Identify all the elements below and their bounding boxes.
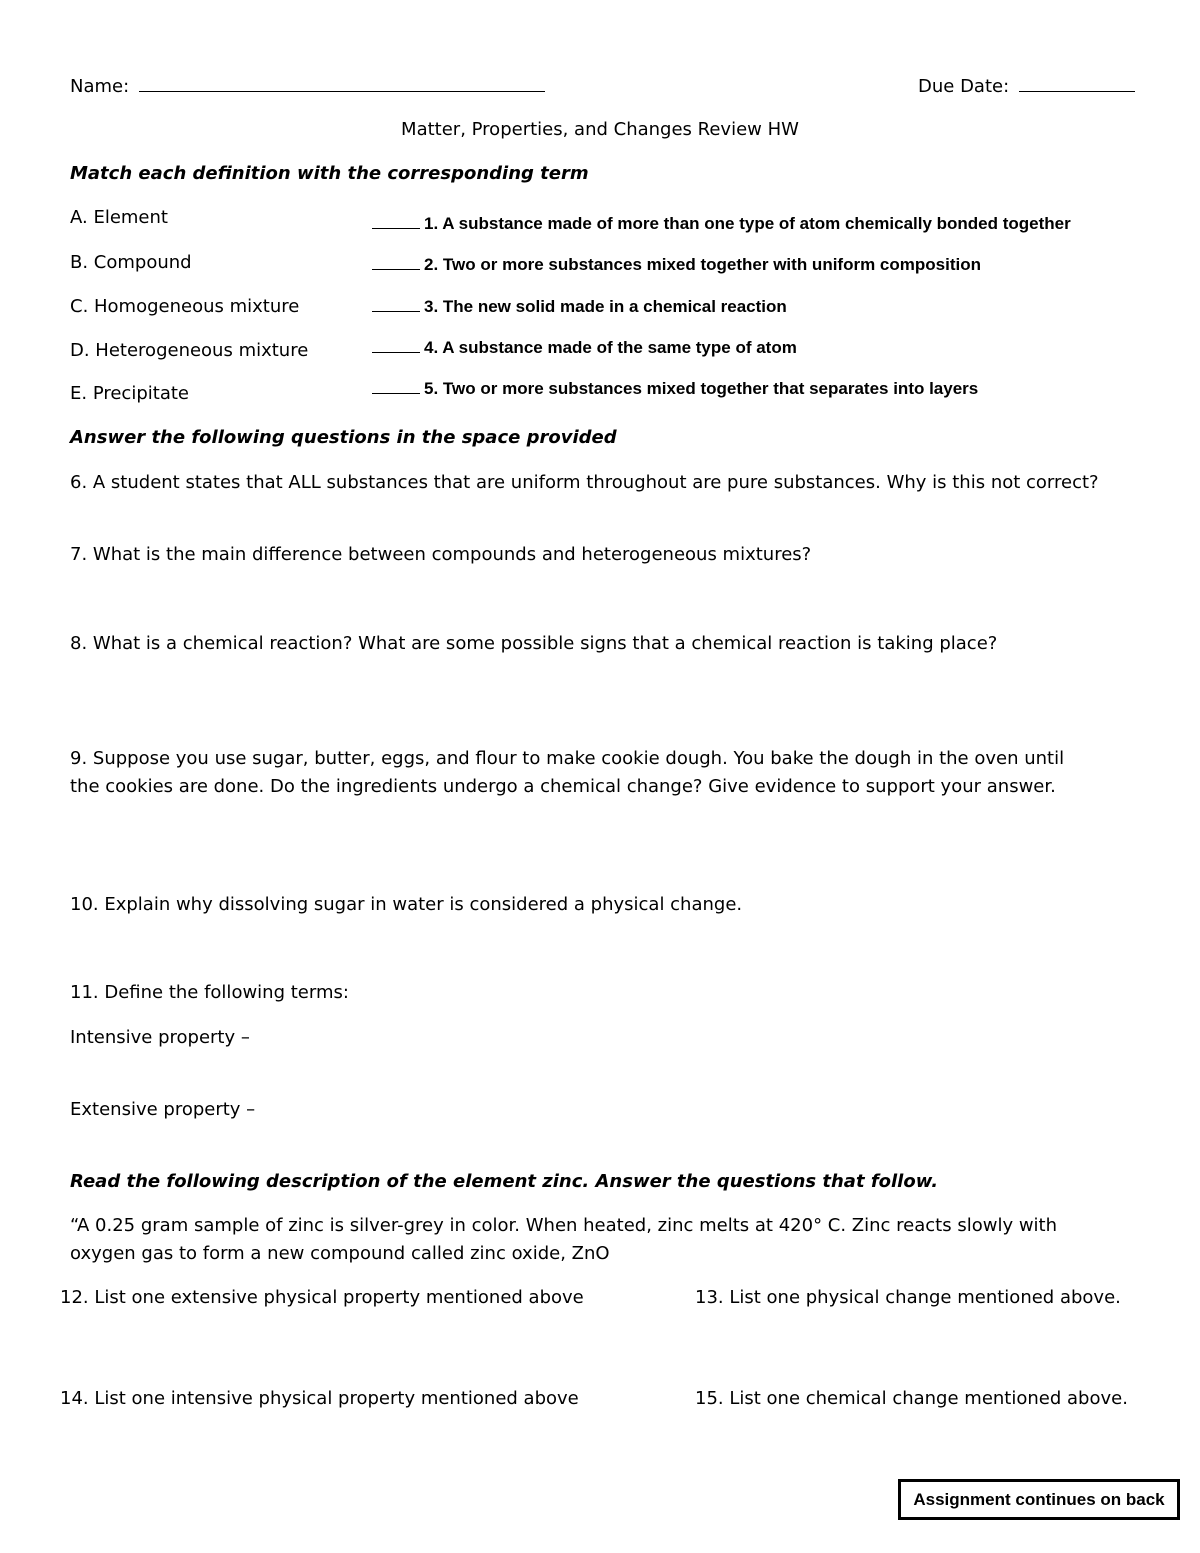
name-row xyxy=(70,76,545,97)
question-10: 10. Explain why dissolving sugar in water is considered a physical change. xyxy=(70,894,743,915)
definition-2: 2. Two or more substances mixed together with uniform composition xyxy=(424,255,981,274)
question-12: 12. List one extensive physical property mentioned above xyxy=(60,1287,584,1308)
question-13: 13. List one physical change mentioned above. xyxy=(695,1287,1121,1308)
definition-3: 3. The new solid made in a chemical reaction xyxy=(424,297,787,316)
term-c: C. Homogeneous mixture xyxy=(70,296,300,317)
definition-row xyxy=(372,297,787,317)
definition-row xyxy=(372,214,1071,234)
definition-row xyxy=(372,338,797,358)
answer-blank-3[interactable] xyxy=(372,297,420,312)
question-8: 8. What is a chemical reaction? What are some possible signs that a chemical reaction is taking place? xyxy=(70,633,998,654)
question-15: 15. List one chemical change mentioned above. xyxy=(695,1388,1128,1409)
answer-blank-5[interactable] xyxy=(372,379,420,394)
definition-row xyxy=(372,255,981,275)
question-6: 6. A student states that ALL substances that are uniform throughout are pure substances. Why is this not correct? xyxy=(70,472,1099,493)
name-field[interactable] xyxy=(139,91,545,92)
questions-instructions: Answer the following questions in the space provided xyxy=(70,427,617,448)
zinc-instructions: Read the following description of the element zinc. Answer the questions that follow. xyxy=(70,1171,939,1192)
page-title: Matter, Properties, and Changes Review HW xyxy=(401,119,799,140)
answer-blank-1[interactable] xyxy=(372,214,420,229)
continues-on-back-text: Assignment continues on back xyxy=(913,1490,1165,1509)
answer-blank-2[interactable] xyxy=(372,255,420,270)
term-b: B. Compound xyxy=(70,252,192,273)
question-7: 7. What is the main difference between compounds and heterogeneous mixtures? xyxy=(70,544,812,565)
term-a: A. Element xyxy=(70,207,168,228)
definition-1: 1. A substance made of more than one type of atom chemically bonded together xyxy=(424,214,1071,233)
extensive-property-label: Extensive property – xyxy=(70,1099,256,1120)
answer-blank-4[interactable] xyxy=(372,338,420,353)
term-d: D. Heterogeneous mixture xyxy=(70,340,309,361)
continues-on-back-box xyxy=(898,1479,1180,1520)
matching-instructions: Match each definition with the corresponding term xyxy=(70,163,589,184)
due-date-row xyxy=(918,76,1135,97)
intensive-property-label: Intensive property – xyxy=(70,1027,250,1048)
due-date-label: Due Date: xyxy=(918,76,1010,97)
term-e: E. Precipitate xyxy=(70,383,189,404)
definition-4: 4. A substance made of the same type of atom xyxy=(424,338,797,357)
definition-row xyxy=(372,379,978,399)
due-date-field[interactable] xyxy=(1019,91,1135,92)
zinc-description: “A 0.25 gram sample of zinc is silver-grey in color. When heated, zinc melts at 420° C. Zinc reacts slowly with oxygen gas to form a new compound called zinc oxide, ZnO xyxy=(70,1215,1058,1264)
definition-5: 5. Two or more substances mixed together that separates into layers xyxy=(424,379,979,398)
question-9: 9. Suppose you use sugar, butter, eggs, and flour to make cookie dough. You bake the dough in the oven until the cookies are done. Do the ingredients undergo a chemical change? Give evidence to support your answer. xyxy=(70,748,1065,797)
question-14: 14. List one intensive physical property mentioned above xyxy=(60,1388,579,1409)
question-11: 11. Define the following terms: xyxy=(70,982,349,1003)
name-label: Name: xyxy=(70,76,130,97)
